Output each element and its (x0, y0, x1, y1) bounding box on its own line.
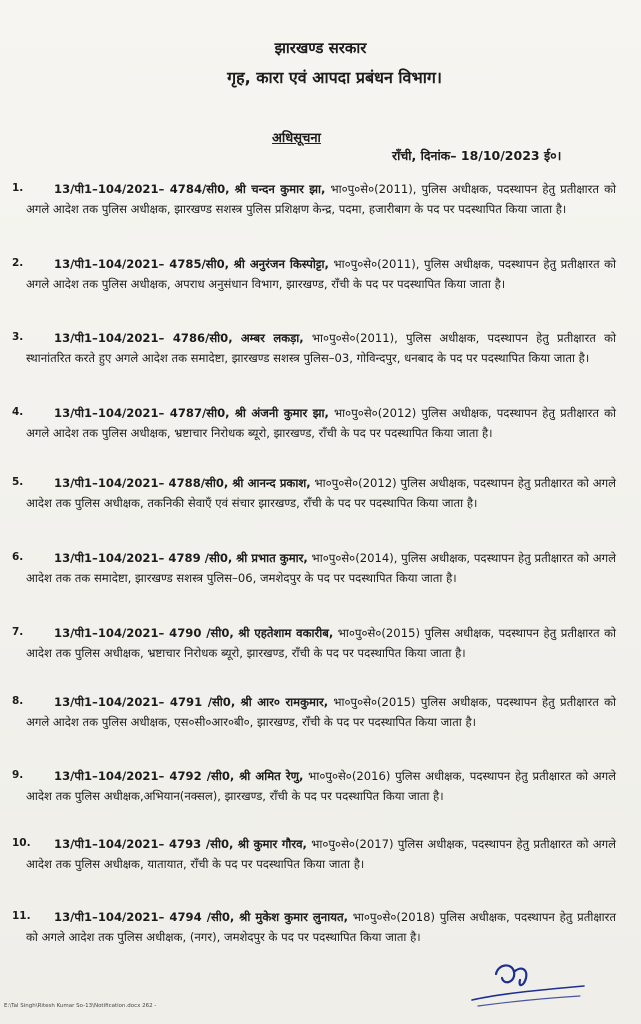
notice-title: अधिसूचना (272, 131, 321, 146)
item-body: भा०पु०से०(2015) पुलिस अधीक्षक, पदस्थापन हेतु प्रतीक्षारत को आदेश तक पुलिस अधीक्षक, भ्रष्टाचार निरोधक ब्यूरो, झारखण्ड, राँची के पद पर पदस्थापित किया जाता है। (26, 626, 616, 660)
officer-name: श्री अमित रेणु, (239, 769, 304, 783)
item-body: भा०पु०से०(2014), पुलिस अधीक्षक, पदस्थापन हेतु प्रतीक्षारत को अगले आदेश तक तक समादेष्टा, झारखण्ड सशस्त्र पुलिस–06, जमशेदपुर के पद पर पदस्थापित किया जाता है। (26, 551, 617, 585)
item-number: 7. (12, 626, 24, 638)
officer-name: श्री चन्दन कुमार झा, (234, 182, 326, 196)
officer-name: श्री एहतेशाम वकारीब, (238, 626, 334, 640)
officer-name: अम्बर लकड़ा, (240, 331, 304, 345)
item-body: भा०पु०से०(2016) पुलिस अधीक्षक, पदस्थापन हेतु प्रतीक्षारत को अगले आदेश तक पुलिस अधीक्षक,अभियान(नक्सल), झारखण्ड, राँची के पद पर पदस्थापित किया जाता है। (26, 769, 617, 803)
footer-file-path: E:\Tal Singh\Ritesh Kumar So-13\Notification.docx 262 - (4, 1003, 157, 1009)
item-body: भा०पु०से०(2018) पुलिस अधीक्षक, पदस्थापन हेतु प्रतीक्षारत को अगले आदेश तक पुलिस अधीक्षक, (नगर), जमशेदपुर के पद पर पदस्थापित किया जाता है। (26, 910, 616, 944)
item-number: 4. (12, 406, 24, 418)
item-reference: 13/पी1–104/2021– 4787/सी0, (54, 406, 230, 420)
officer-name: श्री प्रभात कुमार, (236, 551, 308, 565)
item-body: भा०पु०से०(2011), पुलिस अधीक्षक, पदस्थापन हेतु प्रतीक्षारत को अगले आदेश तक पुलिस अधीक्षक, झारखण्ड सशस्त्र पुलिस प्रशिक्षण केन्द्र, पदमा, हजारीबाग के पद पर पदस्थापित किया जाता है। (26, 182, 617, 216)
item-reference: 13/पी1–104/2021– 4786/सी0, (54, 331, 233, 345)
officer-name: श्री मुकेश कुमार लुनायत, (239, 910, 348, 924)
item-number: 10. (12, 837, 31, 849)
item-reference: 13/पी1–104/2021– 4791 /सी0, (54, 695, 236, 709)
item-body: भा०पु०से०(2012) पुलिस अधीक्षक, पदस्थापन हेतु प्रतीक्षारत को अगले आदेश तक पुलिस अधीक्षक, तकनिकी सेवाएँ एवं संचार झारखण्ड, राँची के पद पर पदस्थापित किया जाता है। (26, 476, 617, 510)
officer-name: श्री कुमार गौरव, (237, 837, 307, 851)
item-number: 11. (12, 910, 31, 922)
item-number: 2. (12, 257, 24, 269)
item-number: 8. (12, 695, 24, 707)
item-number: 9. (12, 769, 24, 781)
item-body: भा०पु०से०(2017) पुलिस अधीक्षक, पदस्थापन हेतु प्रतीक्षारत को अगले आदेश तक पुलिस अधीक्षक, यातायात, राँची के पद पर पदस्थापित किया जाता है। (26, 837, 617, 871)
officer-name: श्री अंजनी कुमार झा, (234, 406, 329, 420)
item-reference: 13/पी1–104/2021– 4784/सी0, (54, 182, 230, 196)
item-reference: 13/पी1–104/2021– 4785/सी0, (54, 257, 230, 271)
item-number: 3. (12, 331, 24, 343)
officer-name: श्री आर० रामकुमार, (240, 695, 329, 709)
item-reference: 13/पी1–104/2021– 4789 /सी0, (54, 551, 233, 565)
item-reference: 13/पी1–104/2021– 4793 /सी0, (54, 837, 234, 851)
officer-name: श्री अनुरंजन किस्पोट्टा, (233, 257, 329, 271)
item-body: भा०पु०से०(2011), पुलिस अधीक्षक, पदस्थापन हेतु प्रतीक्षारत को अगले आदेश तक पुलिस अधीक्षक, अपराध अनुसंधान विभाग, झारखण्ड, राँची के पद पर पदस्थापित किया जाता है। (26, 257, 617, 291)
item-reference: 13/पी1–104/2021– 4788/सी0, (54, 476, 229, 490)
signature-icon (468, 956, 588, 1016)
item-number: 5. (12, 476, 24, 488)
officer-name: श्री आनन्द प्रकाश, (232, 476, 311, 490)
department-name: गृह, कारा एवं आपदा प्रबंधन विभाग। (227, 68, 442, 87)
item-number: 6. (12, 551, 24, 563)
government-name: झारखण्ड सरकार (274, 39, 367, 57)
notice-date: राँची, दिनांक– 18/10/2023 ई०। (392, 148, 562, 163)
item-number: 1. (12, 182, 24, 194)
item-reference: 13/पी1–104/2021– 4792 /सी0, (54, 769, 235, 783)
item-body: भा०पु०से०(2012) पुलिस अधीक्षक, पदस्थापन हेतु प्रतीक्षारत को अगले आदेश तक पुलिस अधीक्षक, भ्रष्टाचार निरोधक ब्यूरो, झारखण्ड, राँची के पद पर पदस्थापित किया जाता है। (26, 406, 617, 440)
item-body: भा०पु०से०(2011), पुलिस अधीक्षक, पदस्थापन हेतु प्रतीक्षारत को स्थानांतरित करते हुए अगले आदेश तक समादेष्टा, झारखण्ड सशस्त्र पुलिस–03, गोविन्दपुर, धनबाद के पद पर पदस्थापित किया जाता है। (26, 331, 616, 365)
item-reference: 13/पी1–104/2021– 4790 /सी0, (54, 626, 234, 640)
item-reference: 13/पी1–104/2021– 4794 /सी0, (54, 910, 235, 924)
item-body: भा०पु०से०(2015) पुलिस अधीक्षक, पदस्थापन हेतु प्रतीक्षारत को अगले आदेश तक पुलिस अधीक्षक, एस०सी०आर०बी०, झारखण्ड, राँची के पद पर पदस्थापित किया जाता है। (26, 695, 616, 729)
